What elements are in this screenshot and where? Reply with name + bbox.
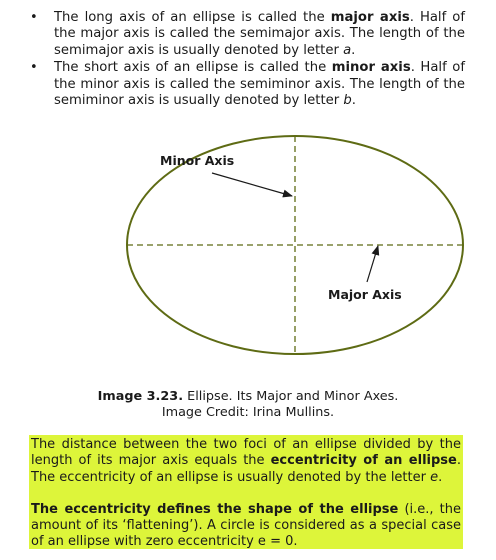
bullet-term: major axis: [330, 10, 410, 25]
bullet-text: The short axis of an ellipse is called the: [54, 60, 332, 76]
eccentricity-paragraph: [29, 435, 463, 486]
bullet-dot: •: [30, 60, 38, 76]
major-axis-label: Major Axis: [328, 287, 402, 302]
paragraph-text: . The eccentricity of an ellipse is usually denoted by the letter: [31, 453, 461, 485]
shape-paragraph: [29, 500, 463, 551]
bullet-variable: a: [343, 42, 352, 58]
eccentricity-term: eccentricity of an ellipse: [270, 453, 457, 469]
paragraph-text: (i.e., the amount of its ‘flattening’). A circle is considered as a special case of an ellipse with zero eccentricity e = 0.: [31, 501, 461, 550]
minor-axis-label: Minor Axis: [160, 153, 235, 168]
bullet-text: . Half of the minor axis is called the semiminor axis. The length of the semiminor axis is usually denoted by letter: [54, 60, 465, 109]
bullet-variable: b: [343, 93, 352, 109]
bullet-item-minor-axis: [30, 60, 465, 109]
bullet-text: .: [351, 93, 356, 109]
bullet-term: minor axis: [331, 60, 411, 76]
caption-line: [0, 389, 496, 405]
bullet-list: [0, 10, 496, 109]
paragraph-text: .: [438, 469, 443, 485]
highlight-box: [29, 435, 463, 549]
caption-credit: Image Credit: Irina Mullins.: [161, 405, 335, 420]
bullet-dot: •: [30, 10, 38, 25]
bullet-text: .: [351, 42, 356, 58]
ellipse-figure: [0, 125, 496, 375]
bullet-item-major-axis: [30, 10, 465, 59]
caption-text: Ellipse. Its Major and Minor Axes.: [183, 389, 399, 404]
bullet-text: The long axis of an ellipse is called the: [54, 10, 331, 25]
shape-term: The eccentricity defines the shape of the ellipse: [31, 501, 399, 517]
caption-number: Image 3.23.: [97, 389, 184, 404]
eccentricity-variable: e: [430, 469, 439, 485]
paragraph-text: The distance between the two foci of an ellipse divided by the length of its major axis equals the: [31, 437, 461, 469]
figure-caption: [0, 389, 496, 421]
bullet-text: . Half of the major axis is called the semimajor axis. The length of the semimajor axis is usually denoted by letter: [54, 10, 465, 58]
ellipse-diagram: [0, 125, 496, 375]
